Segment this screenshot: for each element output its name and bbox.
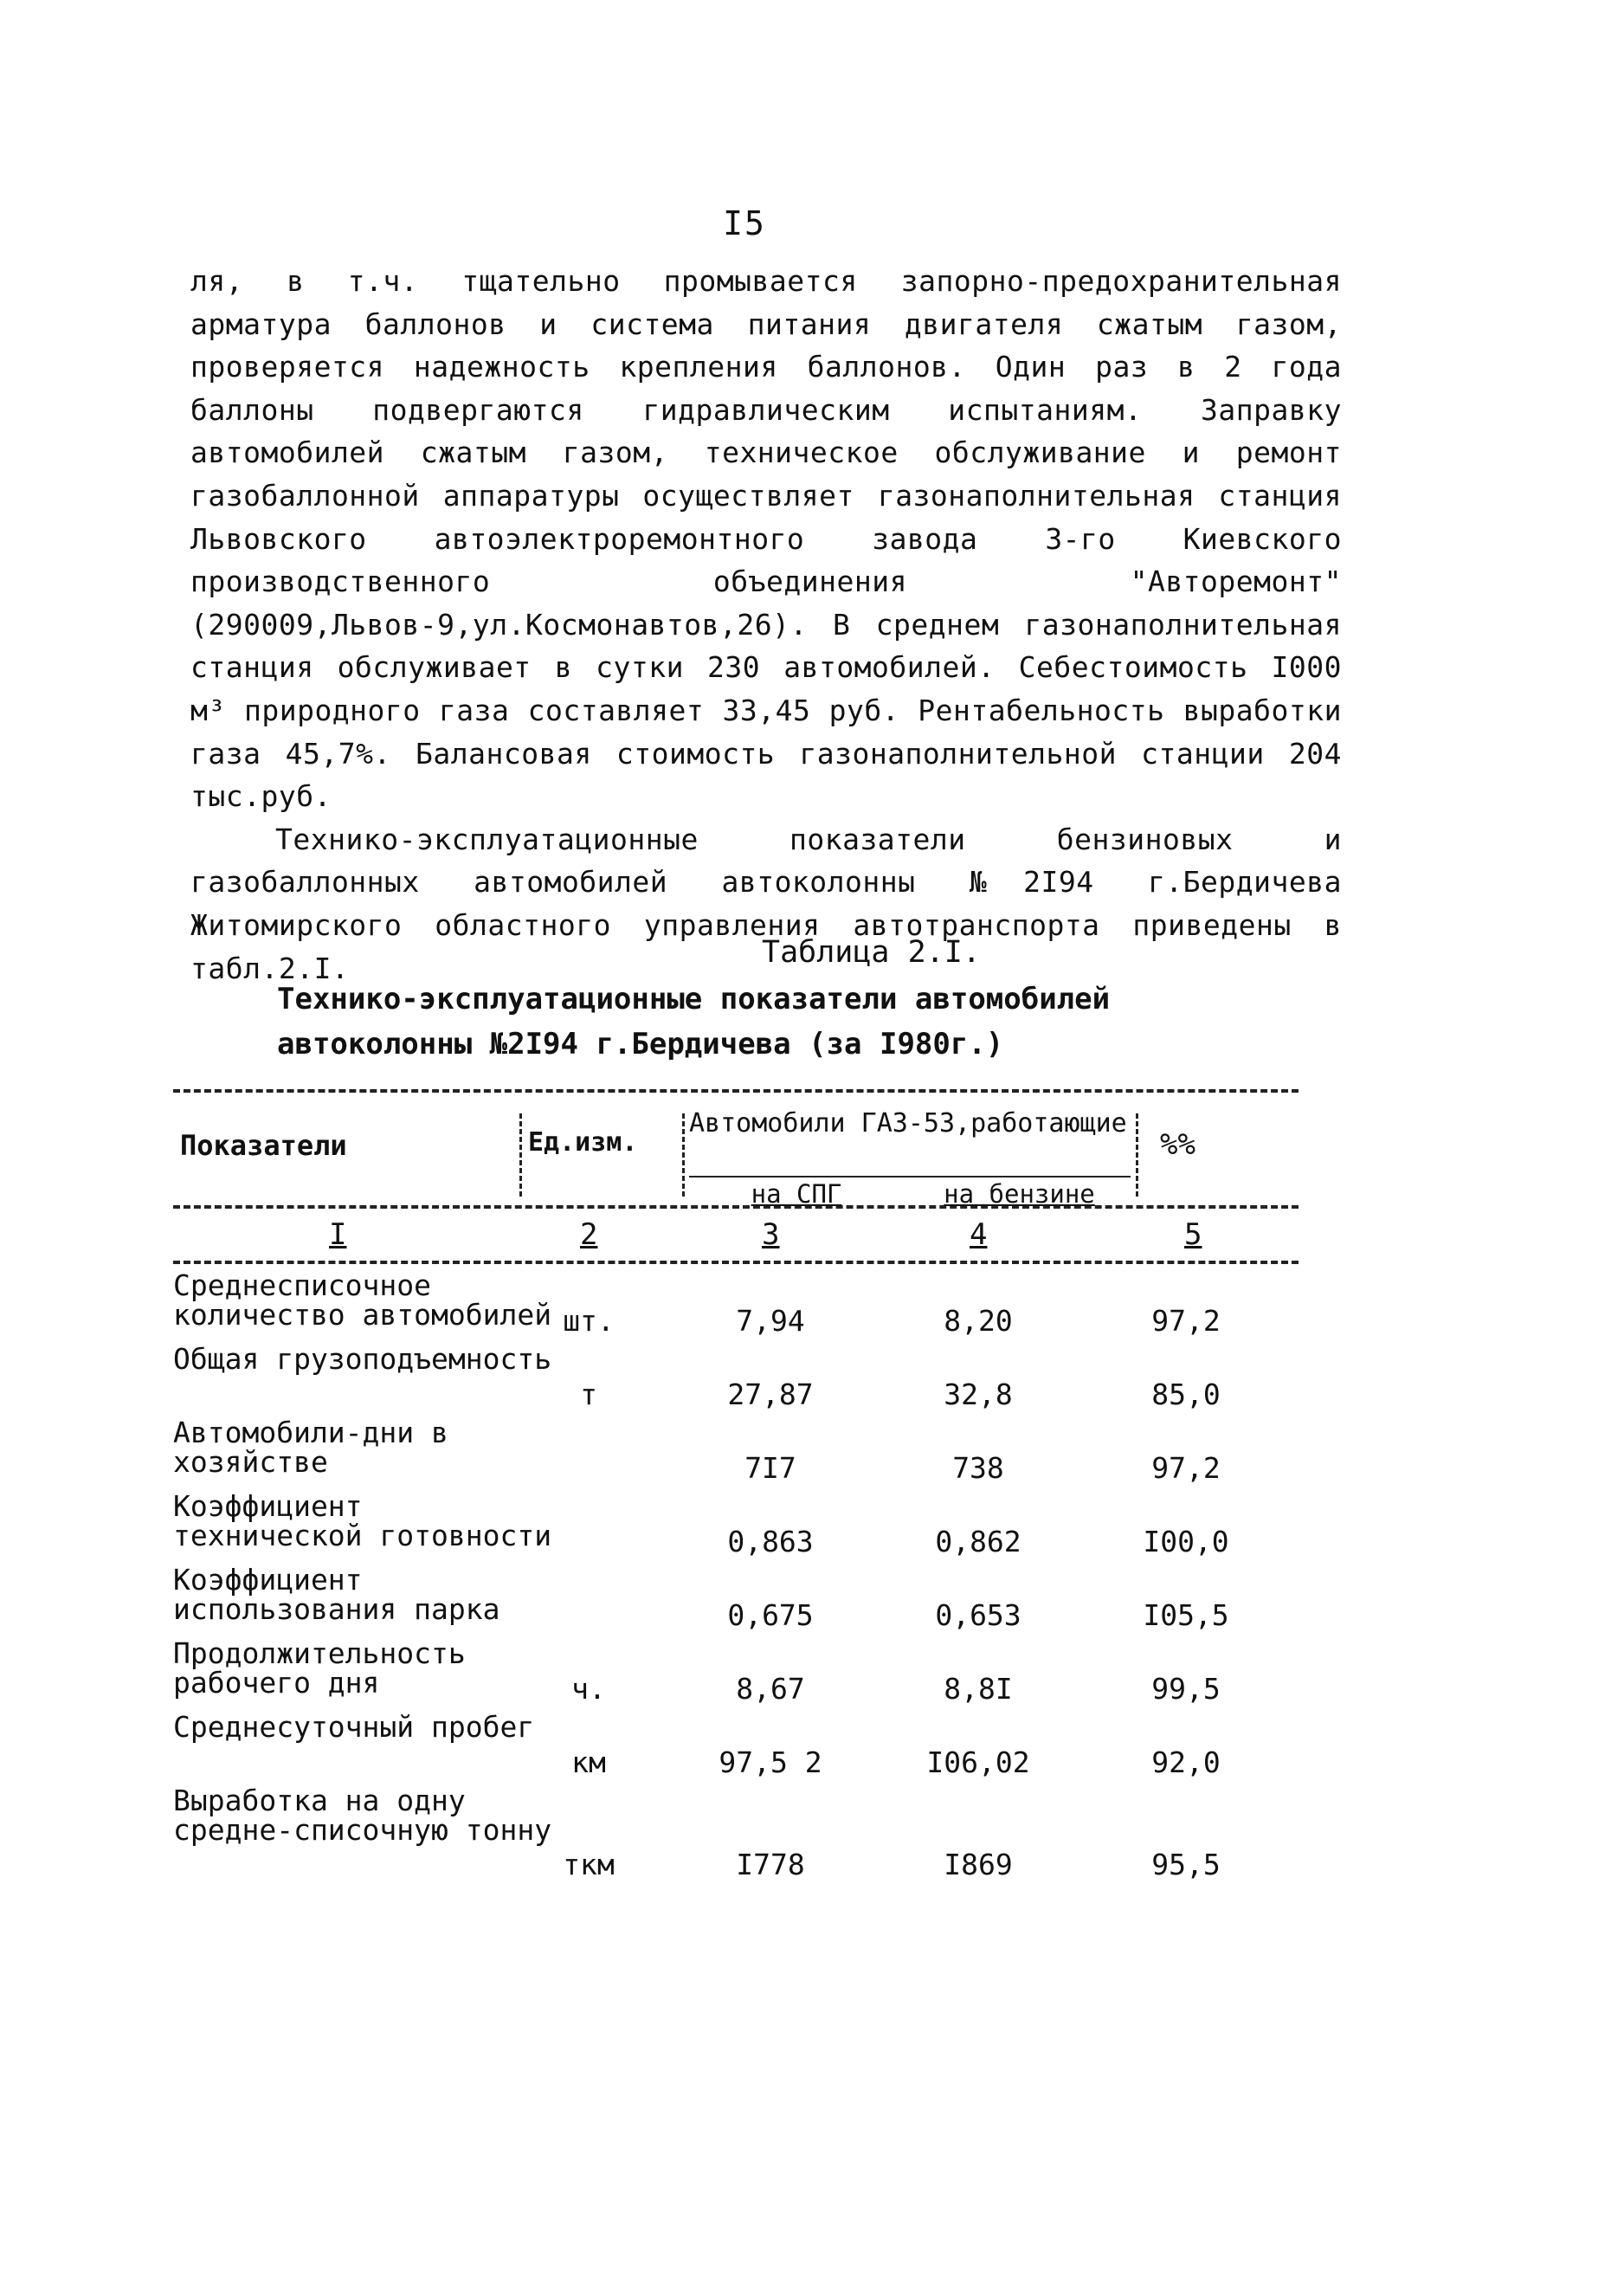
row-percent-value: 95,5 xyxy=(1151,1848,1221,1881)
row-indicator: Среднесписочное количество автомобилей xyxy=(173,1268,552,1332)
row-percent-value: 85,0 xyxy=(1151,1377,1221,1411)
row-indicator: Общая грузоподъемность xyxy=(173,1342,552,1376)
column-number: 2 xyxy=(580,1217,598,1252)
table-row xyxy=(173,1418,1299,1492)
row-indicator: Коэффициент использования парка xyxy=(173,1563,500,1626)
row-indicator: Коэффициент технической готовности xyxy=(173,1489,552,1552)
row-unit: км xyxy=(571,1745,606,1779)
row-gas-value: 97,5 2 xyxy=(719,1745,822,1779)
header-group-underline xyxy=(689,1176,1131,1177)
table-header xyxy=(173,1093,1299,1209)
row-percent-value: 97,2 xyxy=(1151,1304,1221,1338)
column-number: 5 xyxy=(1184,1217,1202,1252)
row-gas-value: 0,863 xyxy=(727,1525,814,1558)
row-petrol-value: 0,653 xyxy=(935,1598,1021,1632)
row-percent-value: I05,5 xyxy=(1143,1598,1229,1632)
column-numbers xyxy=(173,1209,1299,1261)
header-subcolumns xyxy=(693,1179,1125,1209)
header-indicator: Показатели xyxy=(180,1129,347,1162)
row-gas-value: 27,87 xyxy=(727,1377,814,1411)
column-divider xyxy=(682,1113,685,1197)
column-number: 4 xyxy=(970,1217,988,1252)
header-sub-petrol: на бензине xyxy=(944,1179,1095,1209)
row-indicator: Автомобили-дни в хозяйстве xyxy=(173,1416,448,1479)
page-number: I5 xyxy=(723,204,766,242)
table-title-line-1: Технико-эксплуатационные показатели автомобилей xyxy=(277,982,1111,1016)
column-divider xyxy=(1136,1113,1138,1197)
header-sub-gas: на СПГ xyxy=(751,1179,842,1209)
header-unit: Ед.изм. xyxy=(528,1127,638,1158)
row-gas-value: I778 xyxy=(736,1848,805,1881)
row-unit: шт. xyxy=(563,1304,615,1338)
row-percent-value: 92,0 xyxy=(1151,1745,1221,1779)
row-unit: т xyxy=(580,1377,597,1411)
body-text xyxy=(190,260,1342,990)
row-unit: ч. xyxy=(571,1672,606,1706)
paragraph-2: Технико-эксплуатационные показатели бензиновых и газобаллонных автомобилей автоколонны №2I94 г.Бердичева Житомирского областного управления автотранспорта приведены в табл.2.I. xyxy=(190,822,1342,985)
row-petrol-value: I869 xyxy=(944,1848,1013,1881)
row-petrol-value: 32,8 xyxy=(944,1377,1013,1411)
row-petrol-value: 0,862 xyxy=(935,1525,1021,1558)
row-percent-value: 99,5 xyxy=(1151,1672,1221,1706)
column-number: I xyxy=(329,1217,347,1252)
row-gas-value: 8,67 xyxy=(736,1672,805,1706)
table-title-line-2: автоколонны №2I94 г.Бердичева (за I980г.) xyxy=(277,1027,1004,1061)
row-indicator: Выработка на одну средне-списочную тонну xyxy=(173,1784,552,1847)
row-gas-value: 7I7 xyxy=(744,1451,796,1485)
column-number: 3 xyxy=(762,1217,780,1252)
table-caption: Таблица 2.I. xyxy=(762,935,981,970)
row-unit: ткм xyxy=(563,1848,615,1881)
row-petrol-value: 738 xyxy=(952,1451,1004,1485)
table-row xyxy=(173,1342,1299,1418)
table-row xyxy=(173,1636,1299,1713)
row-petrol-value: I06,02 xyxy=(926,1745,1030,1779)
row-gas-value: 0,675 xyxy=(727,1598,814,1632)
table-body xyxy=(173,1268,1299,1888)
row-petrol-value: 8,20 xyxy=(944,1304,1013,1338)
table-row xyxy=(173,1489,1299,1565)
data-table xyxy=(173,1089,1299,1888)
header-group: Автомобили ГАЗ-53,работающие xyxy=(689,1108,1127,1139)
row-gas-value: 7,94 xyxy=(736,1304,805,1338)
row-indicator: Продолжительность рабочего дня xyxy=(173,1636,466,1700)
row-indicator: Среднесуточный пробег xyxy=(173,1710,535,1744)
column-divider xyxy=(519,1113,522,1197)
paragraph-1: ля, в т.ч. тщательно промывается запорно-предохранительная арматура баллонов и система питания двигателя сжатым газом, проверяется надежность крепления баллонов. Один раз в 2 года баллоны подвергаются гидравлическим испытаниям. Заправку автомобилей сжатым газом, техническое обслуживание и ремонт газобаллонной аппаратуры осуществляет газонаполнительная станция Львовского автоэлектроремонтного завода 3-го Киевского производственного объединения "Авторемонт" (290009,Львов-9,ул.Космонавтов,26). В среднем газонаполнительная станция обслуживает в сутки 230 автомобилей. Себестоимость I000 м³ природного газа составляет 33,45 руб. Рентабельность выработки газа 45,7%. Балансовая стоимость газонаполнительной станции 204 тыс.руб. xyxy=(190,264,1342,814)
row-percent-value: I00,0 xyxy=(1143,1525,1229,1558)
header-percent: %% xyxy=(1160,1127,1195,1162)
row-petrol-value: 8,8I xyxy=(944,1672,1013,1706)
table-title xyxy=(277,977,1110,1067)
table-row xyxy=(173,1710,1299,1786)
table-row xyxy=(173,1268,1299,1345)
table-row xyxy=(173,1786,1299,1888)
row-percent-value: 97,2 xyxy=(1151,1451,1221,1485)
table-number-rule xyxy=(173,1261,1299,1264)
table-row xyxy=(173,1565,1299,1639)
